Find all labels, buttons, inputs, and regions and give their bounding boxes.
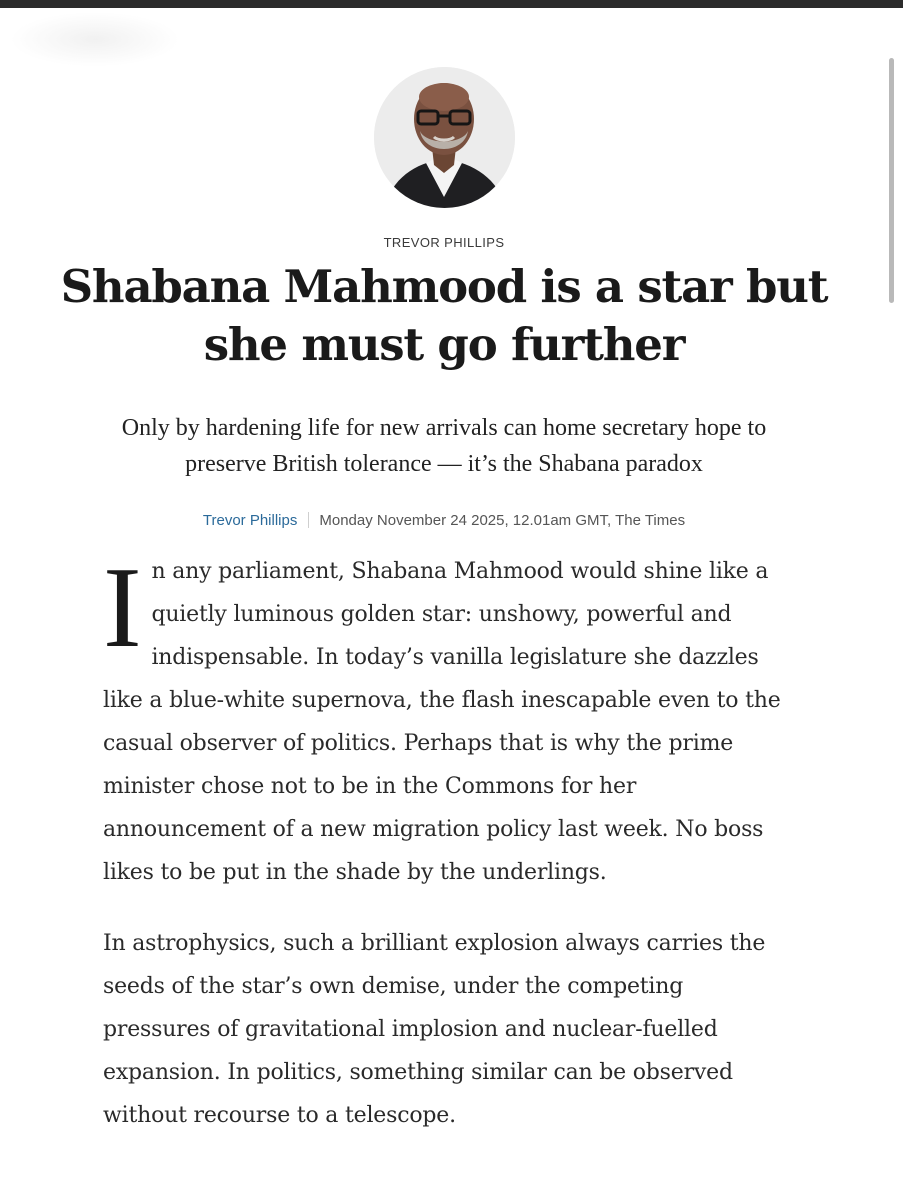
screen-smudge [10,12,180,67]
scrollbar[interactable] [889,58,894,303]
byline-author-link[interactable]: Trevor Phillips [202,512,298,529]
byline-divider [308,512,309,528]
article-paragraph: In astrophysics, such a brilliant explosion always carries the seeds of the star’s own demise, under the competing pressures of gravitational implosion and nuclear-fuelled expansion. In politics, something similar can be observed without recourse to a telescope. [103,931,766,1128]
paragraph-1-text: n any parliament, Shabana Mahmood would shine like a quietly luminous golden star: unshowy, powerful and indispensable. In today’s vanilla legislature she dazzles like a blue-white supernova, the flash inescapable even to the casual observer of politics. Perhaps that is why the prime minister chose not to be in the Commons for her announcement of a new migration policy last week. No boss likes to be put in the shade by the underlings. [103,559,781,885]
article-body [103,544,793,1137]
author-photo-icon [374,67,515,208]
author-avatar[interactable] [374,67,515,208]
article-standfirst: Only by hardening life for new arrivals can home secretary hope to preserve British tolerance — it’s the Shabana paradox [121,415,767,477]
article-paragraph [103,544,793,894]
drop-cap: I [103,544,142,672]
article-headline: Shabana Mahmood is a star but she must go further [60,260,828,371]
top-bar [0,0,903,8]
byline [0,512,888,529]
byline-dateline: Monday November 24 2025, 12.01am GMT, The Times [319,512,686,529]
author-kicker[interactable]: TREVOR PHILLIPS [383,235,505,250]
